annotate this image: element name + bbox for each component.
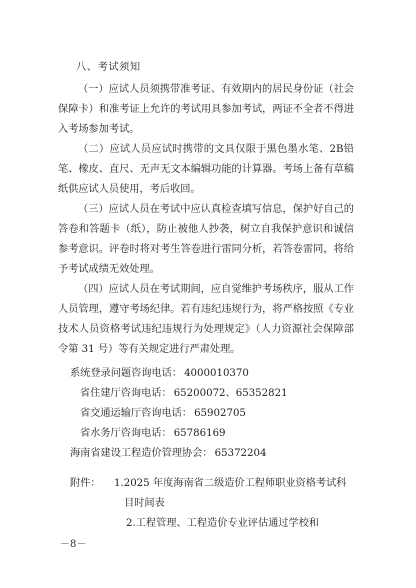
attachment-item-1-continuation: 目时间表 — [124, 498, 165, 509]
paragraph-id-documents: （一）应试人员须携带准考证、有效期内的居民身份证（社会保障卡）和准考证上允许的考试用具参加考试，两证不全者不得进入考场参加考试。 — [58, 84, 354, 135]
contact-line-water — [70, 424, 354, 444]
attachments-section — [58, 474, 354, 534]
contact-label: 省交通运输厅咨询电话： — [80, 408, 193, 419]
paragraph-discipline: （四）应试人员在考试期间，应自觉维护考场秩序，服从工作人员管理，遵守考场纪律。若有违纪违规行为，将严格按照《专业技术人员资格考试违纪违规行为处理规定》（人力资源社会保障部令第 31 号）等有关规定进行严肃处理。 — [58, 284, 354, 355]
contact-line-login — [70, 364, 354, 384]
contact-list — [58, 364, 354, 464]
contact-number: 65372204 — [214, 448, 267, 459]
contact-line-transport — [70, 404, 354, 424]
contact-number: 4000010370 — [184, 368, 249, 379]
section-heading: 八、考试须知 — [76, 62, 141, 73]
contact-line-cost-association — [70, 444, 354, 464]
contact-label: 省住建厅咨询电话： — [80, 388, 172, 399]
attachment-item-2: 2.工程管理、工程造价专业评估通过学校和 — [126, 518, 320, 529]
contact-number: 65786169 — [173, 428, 226, 439]
contact-label: 海南省建设工程造价管理协会： — [70, 448, 213, 459]
paragraph-stationery: （二）应试人员应试时携带的文具仅限于黑色墨水笔、2B铅笔、橡皮、直尺、无声无文本编辑功能的计算器。考场上备有草稿纸供应试人员使用，考后收回。 — [58, 144, 354, 195]
page-number: －8－ — [60, 539, 87, 550]
contact-label: 省水务厅咨询电话： — [80, 428, 172, 439]
attachment-item-1 — [70, 474, 354, 494]
attachments-label: 附件： — [70, 478, 101, 489]
contact-number: 65902705 — [194, 408, 246, 419]
contact-label: 系统登录问题咨询电话： — [70, 368, 183, 379]
contact-number: 65200072、65352821 — [173, 388, 288, 399]
attachment-item-1-text: 1.2025 年度海南省二级造价工程师职业资格考试科 — [114, 478, 347, 489]
page-content — [58, 58, 354, 534]
paragraph-answer-sheet: （三）应试人员在考试中应认真检查填写信息，保护好自己的答卷和答题卡（纸），防止被他人抄袭，树立自我保护意识和诚信参考意识。评卷时将对考生答卷进行雷同分析，若答卷雷同，将给予考试成绩无效处理。 — [58, 204, 354, 275]
contact-line-housing — [70, 384, 354, 404]
